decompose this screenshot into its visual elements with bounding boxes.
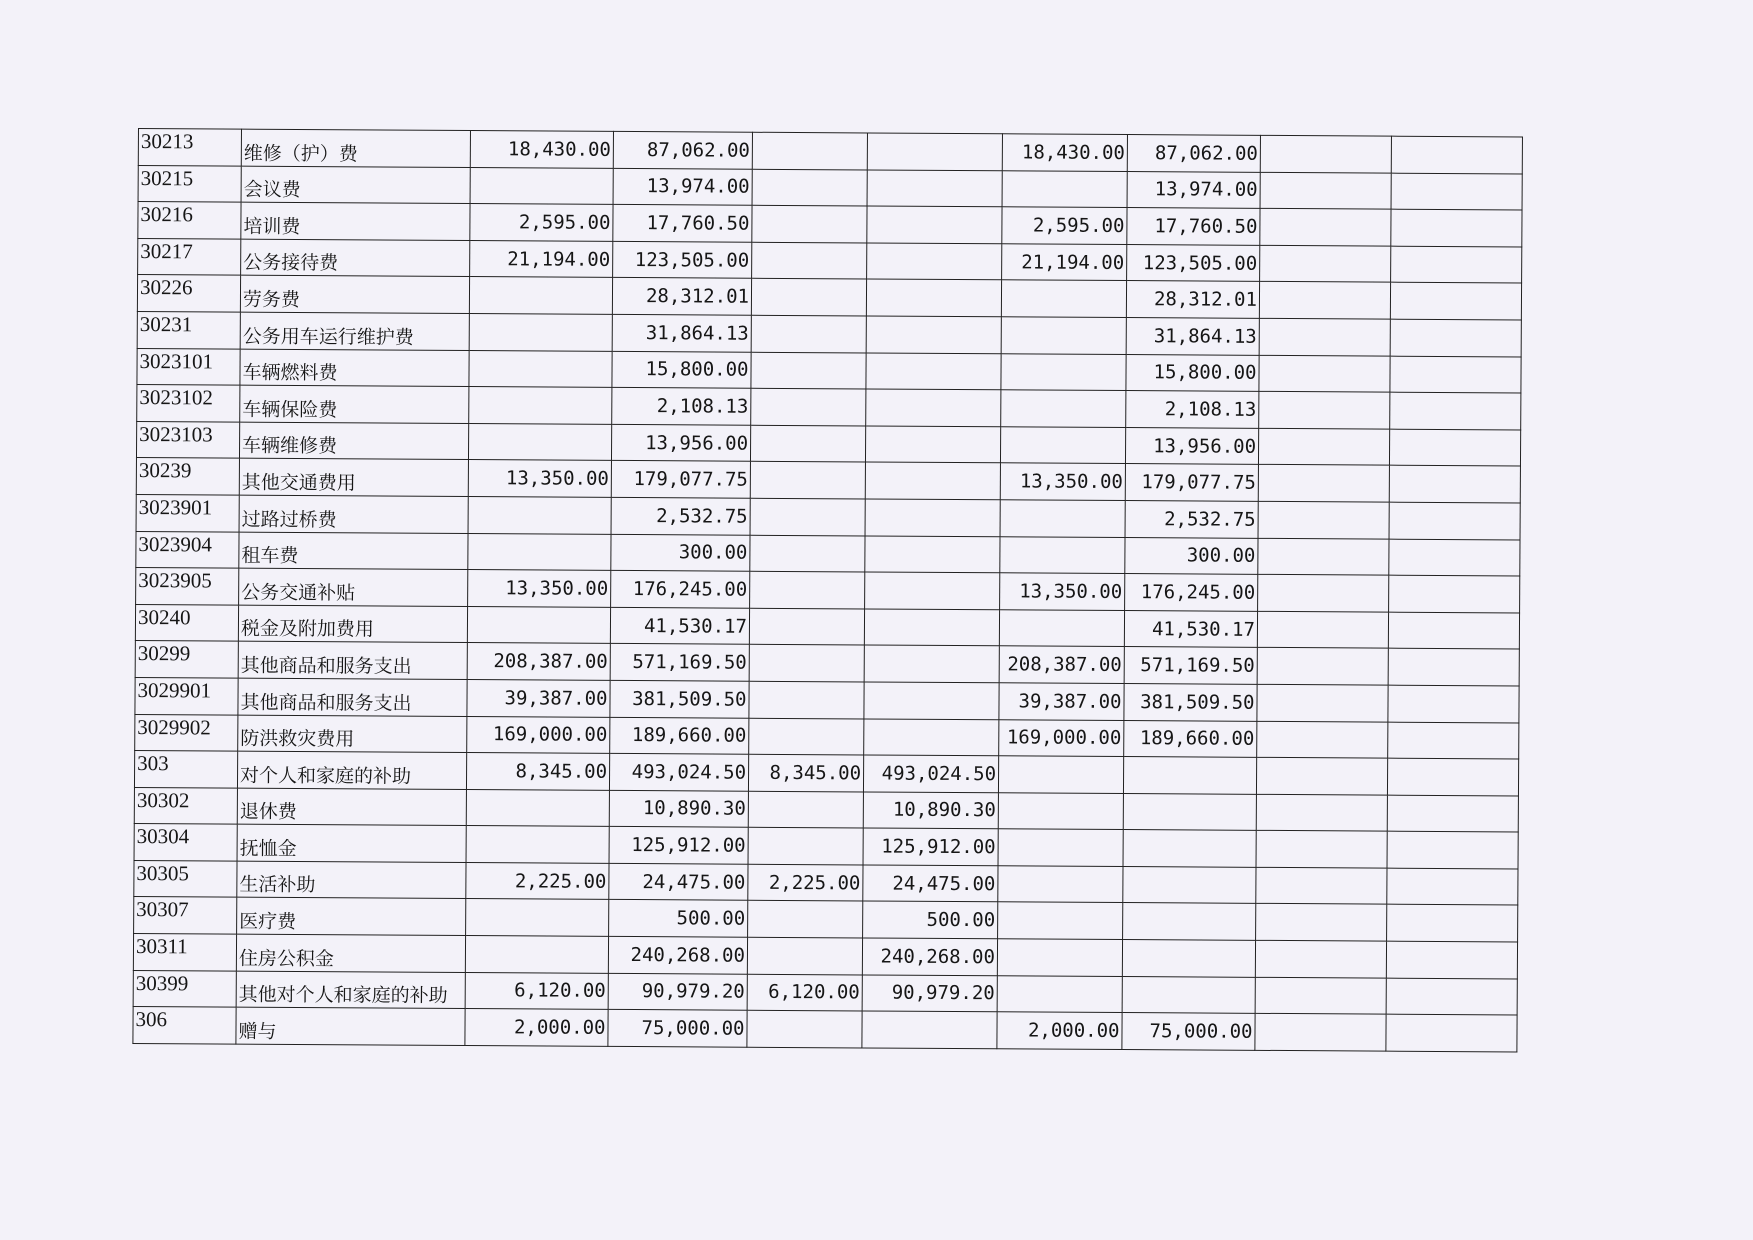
amount-col-5-cell: [997, 975, 1122, 1012]
amount-col-6-cell: 28,312.01: [1126, 281, 1259, 318]
amount-col-1-cell: 169,000.00: [467, 716, 610, 753]
account-name-cell: 公务用车运行维护费: [240, 312, 469, 350]
amount-col-2-cell: 31,864.13: [612, 314, 751, 351]
amount-col-7-cell: [1258, 501, 1389, 538]
amount-col-8-cell: [1390, 392, 1521, 429]
amount-col-4-cell: [865, 426, 1000, 463]
account-code-cell: 3029902: [135, 714, 238, 751]
account-name-cell: 劳务费: [240, 276, 469, 314]
amount-col-1-cell: [466, 899, 609, 936]
amount-col-5-cell: 2,595.00: [1002, 207, 1127, 244]
amount-col-3-cell: [751, 388, 866, 425]
account-name-cell: 其他商品和服务支出: [238, 678, 467, 716]
amount-col-3-cell: [752, 205, 867, 242]
amount-col-3-cell: [752, 132, 867, 169]
amount-col-2-cell: 176,245.00: [611, 571, 750, 608]
amount-col-4-cell: 90,979.20: [862, 975, 997, 1012]
account-code-cell: 3023905: [136, 568, 239, 605]
amount-col-4-cell: [865, 499, 1000, 536]
account-name-cell: 车辆保险费: [240, 385, 469, 423]
amount-col-6-cell: 2,108.13: [1126, 391, 1259, 428]
amount-col-3-cell: [747, 937, 862, 974]
amount-col-5-cell: 39,387.00: [999, 683, 1124, 720]
amount-col-5-cell: [998, 866, 1123, 903]
amount-col-8-cell: [1386, 941, 1517, 978]
amount-col-4-cell: [867, 206, 1002, 243]
amount-col-8-cell: [1386, 1014, 1517, 1051]
amount-col-8-cell: [1390, 283, 1521, 320]
account-code-cell: 30399: [133, 970, 236, 1007]
amount-col-5-cell: [1000, 500, 1125, 537]
account-name-cell: 租车费: [239, 532, 468, 570]
amount-col-7-cell: [1256, 794, 1387, 831]
account-code-cell: 3029901: [135, 677, 238, 714]
amount-col-8-cell: [1389, 465, 1520, 502]
amount-col-8-cell: [1387, 868, 1518, 905]
amount-col-5-cell: [1001, 280, 1126, 317]
amount-col-3-cell: [751, 315, 866, 352]
amount-col-2-cell: 381,509.50: [610, 680, 749, 717]
amount-col-2-cell: 90,979.20: [608, 973, 747, 1010]
amount-col-6-cell: [1123, 830, 1256, 867]
amount-col-5-cell: 169,000.00: [999, 719, 1124, 756]
amount-col-5-cell: [1000, 536, 1125, 573]
amount-col-8-cell: [1391, 209, 1522, 246]
amount-col-5-cell: [1001, 353, 1126, 390]
amount-col-8-cell: [1391, 136, 1522, 173]
amount-col-2-cell: 28,312.01: [612, 278, 751, 315]
amount-col-4-cell: [865, 572, 1000, 609]
amount-col-6-cell: 15,800.00: [1126, 354, 1259, 391]
account-code-cell: 3023904: [136, 531, 239, 568]
amount-col-4-cell: 10,890.30: [863, 792, 998, 829]
amount-col-5-cell: [1001, 317, 1126, 354]
amount-col-6-cell: [1123, 793, 1256, 830]
account-code-cell: 30304: [134, 824, 237, 861]
amount-col-8-cell: [1388, 722, 1519, 759]
amount-col-2-cell: 571,169.50: [610, 644, 749, 681]
amount-col-8-cell: [1390, 356, 1521, 393]
amount-col-8-cell: [1389, 502, 1520, 539]
amount-col-3-cell: [747, 1010, 862, 1047]
amount-col-3-cell: 2,225.00: [748, 864, 863, 901]
amount-col-6-cell: 75,000.00: [1122, 1013, 1255, 1050]
amount-col-1-cell: 2,225.00: [466, 862, 609, 899]
amount-col-6-cell: 2,532.75: [1125, 500, 1258, 537]
amount-col-5-cell: [998, 756, 1123, 793]
account-code-cell: 3023901: [136, 494, 239, 531]
amount-col-5-cell: 208,387.00: [999, 646, 1124, 683]
account-code-cell: 30216: [138, 202, 241, 239]
table-row: [133, 1007, 1517, 1052]
amount-col-7-cell: [1255, 940, 1386, 977]
account-code-cell: 30240: [135, 604, 238, 641]
amount-col-6-cell: [1123, 757, 1256, 794]
account-name-cell: 医疗费: [237, 898, 466, 936]
amount-col-5-cell: 2,000.00: [997, 1012, 1122, 1049]
account-code-cell: 30305: [134, 860, 237, 897]
amount-col-4-cell: 24,475.00: [863, 865, 998, 902]
amount-col-1-cell: [465, 936, 608, 973]
amount-col-3-cell: [751, 279, 866, 316]
account-name-cell: 退休费: [237, 788, 466, 826]
amount-col-6-cell: [1123, 866, 1256, 903]
amount-col-8-cell: [1387, 758, 1518, 795]
amount-col-6-cell: 31,864.13: [1126, 318, 1259, 355]
account-code-cell: 30213: [138, 129, 241, 166]
amount-col-7-cell: [1256, 867, 1387, 904]
amount-col-4-cell: [864, 682, 999, 719]
amount-col-7-cell: [1259, 392, 1390, 429]
amount-col-3-cell: [752, 169, 867, 206]
amount-col-3-cell: [750, 462, 865, 499]
amount-col-7-cell: [1258, 538, 1389, 575]
amount-col-7-cell: [1257, 684, 1388, 721]
account-code-cell: 30299: [135, 641, 238, 678]
account-name-cell: 其他交通费用: [239, 458, 468, 496]
account-name-cell: 税金及附加费用: [238, 605, 467, 643]
account-name-cell: 维修（护）费: [241, 129, 470, 167]
amount-col-2-cell: 10,890.30: [609, 790, 748, 827]
amount-col-3-cell: 8,345.00: [748, 754, 863, 791]
account-code-cell: 30302: [134, 787, 237, 824]
account-name-cell: 对个人和家庭的补助: [237, 751, 466, 789]
amount-col-8-cell: [1386, 978, 1517, 1015]
amount-col-8-cell: [1388, 648, 1519, 685]
amount-col-2-cell: 13,956.00: [611, 424, 750, 461]
account-name-cell: 住房公积金: [236, 934, 465, 972]
amount-col-6-cell: 179,077.75: [1125, 464, 1258, 501]
amount-col-5-cell: [998, 829, 1123, 866]
amount-col-6-cell: [1123, 903, 1256, 940]
amount-col-7-cell: [1260, 172, 1391, 209]
amount-col-1-cell: [466, 789, 609, 826]
amount-col-4-cell: [864, 718, 999, 755]
amount-col-3-cell: [750, 571, 865, 608]
amount-col-8-cell: [1389, 429, 1520, 466]
amount-col-7-cell: [1259, 318, 1390, 355]
amount-col-1-cell: [469, 277, 612, 314]
amount-col-7-cell: [1258, 465, 1389, 502]
amount-col-4-cell: [866, 279, 1001, 316]
account-code-cell: 3023103: [136, 421, 239, 458]
account-code-cell: 303: [134, 751, 237, 788]
amount-col-5-cell: [998, 792, 1123, 829]
amount-col-4-cell: [865, 462, 1000, 499]
amount-col-2-cell: 240,268.00: [608, 936, 747, 973]
amount-col-8-cell: [1391, 173, 1522, 210]
account-code-cell: 30217: [138, 238, 241, 275]
amount-col-8-cell: [1387, 831, 1518, 868]
amount-col-2-cell: 189,660.00: [610, 717, 749, 754]
account-code-cell: 306: [133, 1007, 236, 1044]
amount-col-7-cell: [1258, 428, 1389, 465]
amount-col-7-cell: [1259, 282, 1390, 319]
amount-col-6-cell: 13,956.00: [1125, 427, 1258, 464]
amount-col-4-cell: [867, 243, 1002, 280]
amount-col-4-cell: [866, 389, 1001, 426]
account-name-cell: 生活补助: [237, 861, 466, 899]
amount-col-2-cell: 493,024.50: [609, 753, 748, 790]
amount-col-7-cell: [1258, 574, 1389, 611]
amount-col-3-cell: [750, 498, 865, 535]
amount-col-1-cell: 18,430.00: [470, 131, 613, 168]
amount-col-5-cell: [1000, 427, 1125, 464]
amount-col-1-cell: 13,350.00: [468, 460, 611, 497]
amount-col-1-cell: [468, 423, 611, 460]
amount-col-6-cell: [1122, 940, 1255, 977]
amount-col-2-cell: 300.00: [611, 534, 750, 571]
account-name-cell: 抚恤金: [237, 824, 466, 862]
amount-col-1-cell: 13,350.00: [468, 570, 611, 607]
amount-col-8-cell: [1389, 575, 1520, 612]
amount-col-4-cell: [866, 353, 1001, 390]
amount-col-8-cell: [1391, 246, 1522, 283]
amount-col-6-cell: 13,974.00: [1127, 171, 1260, 208]
amount-col-7-cell: [1257, 721, 1388, 758]
amount-col-6-cell: 300.00: [1125, 537, 1258, 574]
amount-col-4-cell: 240,268.00: [862, 938, 997, 975]
amount-col-4-cell: [865, 535, 1000, 572]
amount-col-1-cell: [469, 313, 612, 350]
amount-col-5-cell: 13,350.00: [1000, 463, 1125, 500]
amount-col-8-cell: [1390, 319, 1521, 356]
amount-col-4-cell: [867, 170, 1002, 207]
amount-col-8-cell: [1388, 685, 1519, 722]
amount-col-3-cell: [749, 645, 864, 682]
account-name-cell: 其他对个人和家庭的补助: [236, 971, 465, 1009]
amount-col-2-cell: 41,530.17: [610, 607, 749, 644]
amount-col-3-cell: [749, 608, 864, 645]
amount-col-8-cell: [1387, 795, 1518, 832]
amount-col-4-cell: 493,024.50: [863, 755, 998, 792]
amount-col-7-cell: [1257, 648, 1388, 685]
account-name-cell: 公务交通补贴: [239, 568, 468, 606]
expenditure-table: [132, 128, 1523, 1052]
amount-col-7-cell: [1257, 611, 1388, 648]
amount-col-8-cell: [1388, 612, 1519, 649]
amount-col-7-cell: [1259, 355, 1390, 392]
amount-col-7-cell: [1260, 245, 1391, 282]
account-code-cell: 3023101: [137, 348, 240, 385]
amount-col-6-cell: 123,505.00: [1127, 244, 1260, 281]
amount-col-3-cell: [749, 681, 864, 718]
amount-col-2-cell: 123,505.00: [613, 241, 752, 278]
amount-col-3-cell: [750, 535, 865, 572]
account-name-cell: 赠与: [236, 1007, 465, 1045]
amount-col-3-cell: [748, 828, 863, 865]
amount-col-1-cell: 8,345.00: [466, 753, 609, 790]
account-name-cell: 过路过桥费: [239, 495, 468, 533]
amount-col-7-cell: [1255, 977, 1386, 1014]
amount-col-6-cell: 571,169.50: [1124, 647, 1257, 684]
amount-col-6-cell: 41,530.17: [1124, 610, 1257, 647]
amount-col-5-cell: 18,430.00: [1002, 134, 1127, 171]
amount-col-5-cell: [998, 902, 1123, 939]
amount-col-2-cell: 2,532.75: [611, 497, 750, 534]
amount-col-8-cell: [1389, 539, 1520, 576]
amount-col-1-cell: [469, 350, 612, 387]
amount-col-2-cell: 2,108.13: [612, 388, 751, 425]
amount-col-2-cell: 179,077.75: [611, 461, 750, 498]
amount-col-2-cell: 24,475.00: [609, 863, 748, 900]
account-name-cell: 车辆维修费: [239, 422, 468, 460]
amount-col-4-cell: [862, 1011, 997, 1048]
amount-col-6-cell: [1122, 976, 1255, 1013]
amount-col-1-cell: [468, 496, 611, 533]
amount-col-1-cell: [469, 387, 612, 424]
account-name-cell: 车辆燃料费: [240, 349, 469, 387]
amount-col-2-cell: 500.00: [609, 900, 748, 937]
account-code-cell: 30226: [137, 275, 240, 312]
amount-col-7-cell: [1260, 135, 1391, 172]
amount-col-6-cell: 189,660.00: [1124, 720, 1257, 757]
amount-col-6-cell: 17,760.50: [1127, 208, 1260, 245]
amount-col-2-cell: 87,062.00: [613, 131, 752, 168]
amount-col-3-cell: [748, 791, 863, 828]
account-name-cell: 会议费: [241, 166, 470, 204]
amount-col-4-cell: [864, 645, 999, 682]
amount-col-1-cell: 2,595.00: [470, 204, 613, 241]
amount-col-7-cell: [1256, 904, 1387, 941]
amount-col-6-cell: 381,509.50: [1124, 683, 1257, 720]
amount-col-5-cell: [1001, 390, 1126, 427]
amount-col-4-cell: [866, 316, 1001, 353]
table-body: [133, 129, 1523, 1052]
amount-col-3-cell: 6,120.00: [747, 974, 862, 1011]
amount-col-7-cell: [1256, 831, 1387, 868]
account-name-cell: 培训费: [241, 202, 470, 240]
amount-col-2-cell: 15,800.00: [612, 351, 751, 388]
account-code-cell: 30311: [133, 934, 236, 971]
amount-col-1-cell: [466, 826, 609, 863]
amount-col-5-cell: [1002, 170, 1127, 207]
amount-col-6-cell: 176,245.00: [1125, 574, 1258, 611]
amount-col-5-cell: 13,350.00: [1000, 573, 1125, 610]
amount-col-3-cell: [749, 718, 864, 755]
amount-col-1-cell: 2,000.00: [465, 1009, 608, 1046]
amount-col-8-cell: [1387, 905, 1518, 942]
account-code-cell: 30239: [136, 458, 239, 495]
amount-col-4-cell: 500.00: [863, 901, 998, 938]
amount-col-2-cell: 17,760.50: [613, 205, 752, 242]
amount-col-7-cell: [1256, 757, 1387, 794]
amount-col-6-cell: 87,062.00: [1127, 135, 1260, 172]
account-code-cell: 3023102: [137, 385, 240, 422]
amount-col-2-cell: 13,974.00: [613, 168, 752, 205]
amount-col-1-cell: 6,120.00: [465, 972, 608, 1009]
account-code-cell: 30231: [137, 311, 240, 348]
amount-col-3-cell: [748, 901, 863, 938]
account-code-cell: 30215: [138, 165, 241, 202]
amount-col-1-cell: 39,387.00: [467, 679, 610, 716]
amount-col-3-cell: [752, 242, 867, 279]
amount-col-1-cell: [467, 606, 610, 643]
amount-col-5-cell: [999, 609, 1124, 646]
amount-col-1-cell: 208,387.00: [467, 643, 610, 680]
amount-col-1-cell: [470, 167, 613, 204]
amount-col-2-cell: 75,000.00: [608, 1010, 747, 1047]
amount-col-7-cell: [1255, 1014, 1386, 1051]
amount-col-4-cell: [864, 609, 999, 646]
account-name-cell: 防洪救灾费用: [238, 715, 467, 753]
account-name-cell: 公务接待费: [241, 239, 470, 277]
amount-col-7-cell: [1260, 209, 1391, 246]
amount-col-4-cell: [867, 133, 1002, 170]
amount-col-1-cell: [468, 533, 611, 570]
amount-col-3-cell: [750, 425, 865, 462]
account-name-cell: 其他商品和服务支出: [238, 641, 467, 679]
amount-col-2-cell: 125,912.00: [609, 827, 748, 864]
amount-col-3-cell: [751, 352, 866, 389]
amount-col-5-cell: [997, 939, 1122, 976]
amount-col-1-cell: 21,194.00: [470, 240, 613, 277]
account-code-cell: 30307: [134, 897, 237, 934]
amount-col-5-cell: 21,194.00: [1002, 244, 1127, 281]
amount-col-4-cell: 125,912.00: [863, 828, 998, 865]
